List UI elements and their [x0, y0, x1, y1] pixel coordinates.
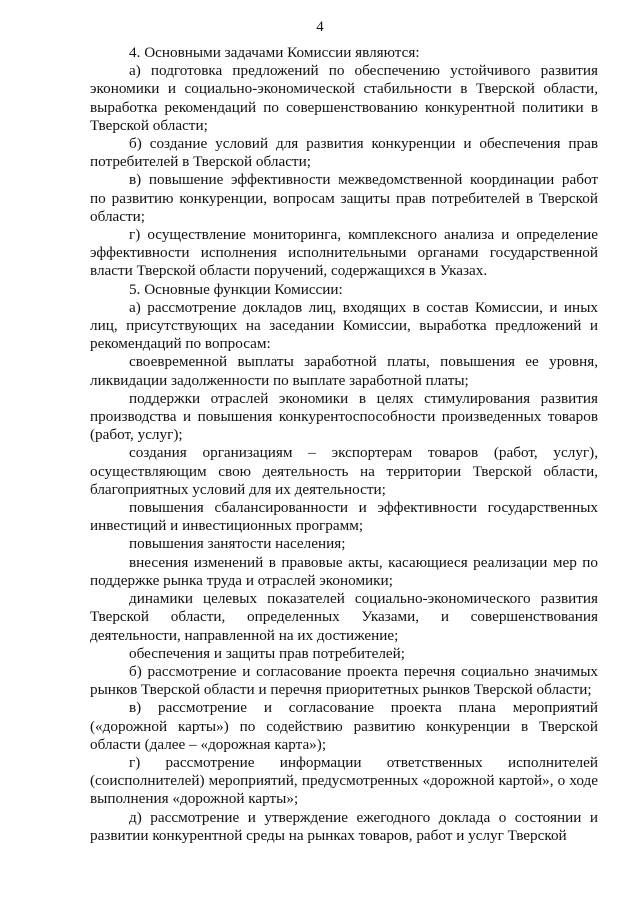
paragraph-task-c: в) повышение эффективности межведомственной координации работ по развитию конкуренции, вопросам защиты прав потребителей в Тверской области;	[90, 171, 598, 225]
paragraph-function-c: в) рассмотрение и согласование проекта плана мероприятий («дорожной карты») по содействию развитию конкуренции в Тверской области (далее – «дорожная карта»);	[90, 699, 598, 753]
paragraph-economy-support: поддержки отраслей экономики в целях стимулирования развития производства и повышения конкурентоспособности произведенных товаров (работ, услуг);	[90, 389, 598, 444]
paragraph-indicators: динамики целевых показателей социально-экономического развития Тверской области, определенных Указами, и совершенствования деятельности, направленной на их достижение;	[90, 590, 598, 644]
paragraph-consumer-rights: обеспечения и защиты прав потребителей;	[129, 644, 406, 662]
paragraph-function-e: д) рассмотрение и утверждение ежегодного доклада о состоянии и развитии конкурентной среды на рынках товаров, работ и услуг Тверской	[90, 808, 598, 844]
paragraph-wages: своевременной выплаты заработной платы, повышения ее уровня, ликвидации задолженности по выплате заработной платы;	[90, 353, 598, 389]
paragraph-task-d: г) осуществление мониторинга, комплексного анализа и определение эффективности исполнения исполнительными органами государственной власти Тверской области поручений, содержащихся в Указах.	[90, 226, 598, 280]
paragraph-functions-heading: 5. Основные функции Комиссии:	[129, 280, 343, 298]
paragraph-function-b: б) рассмотрение и согласование проекта перечня социально значимых рынков Тверской области и перечня приоритетных рынков Тверской области;	[90, 662, 598, 699]
paragraph-function-a: а) рассмотрение докладов лиц, входящих в состав Комиссии, и иных лиц, присутствующих на заседании Комиссии, выработка предложений и рекомендаций по вопросам:	[90, 298, 598, 353]
paragraph-employment: повышения занятости населения;	[129, 535, 346, 553]
paragraph-task-b: б) создание условий для развития конкуренции и обеспечения прав потребителей в Тверской области;	[90, 135, 598, 171]
paragraph-tasks-heading: 4. Основными задачами Комиссии являются:	[129, 44, 420, 61]
paragraph-legal-acts: внесения изменений в правовые акты, касающиеся реализации мер по поддержке рынка труда и отраслей экономики;	[90, 553, 598, 589]
paragraph-investments: повышения сбалансированности и эффективности государственных инвестиций и инвестиционных программ;	[90, 499, 598, 535]
page-number: 4	[316, 19, 324, 35]
document-body	[90, 44, 598, 845]
paragraph-exporters: создания организациям – экспортерам товаров (работ, услуг), осуществляющим свою деятельность на территории Тверской области, благоприятных условий для их деятельности;	[90, 444, 598, 498]
paragraph-function-d: г) рассмотрение информации ответственных исполнителей (соисполнителей) мероприятий, предусмотренных «дорожной картой», о ходе выполнения «дорожной карты»;	[90, 753, 598, 808]
paragraph-task-a: а) подготовка предложений по обеспечению устойчивого развития экономики и социально-экономической стабильности в Тверской области, выработка рекомендаций по совершенствованию конкурентной политики в Тверской области;	[90, 62, 598, 134]
